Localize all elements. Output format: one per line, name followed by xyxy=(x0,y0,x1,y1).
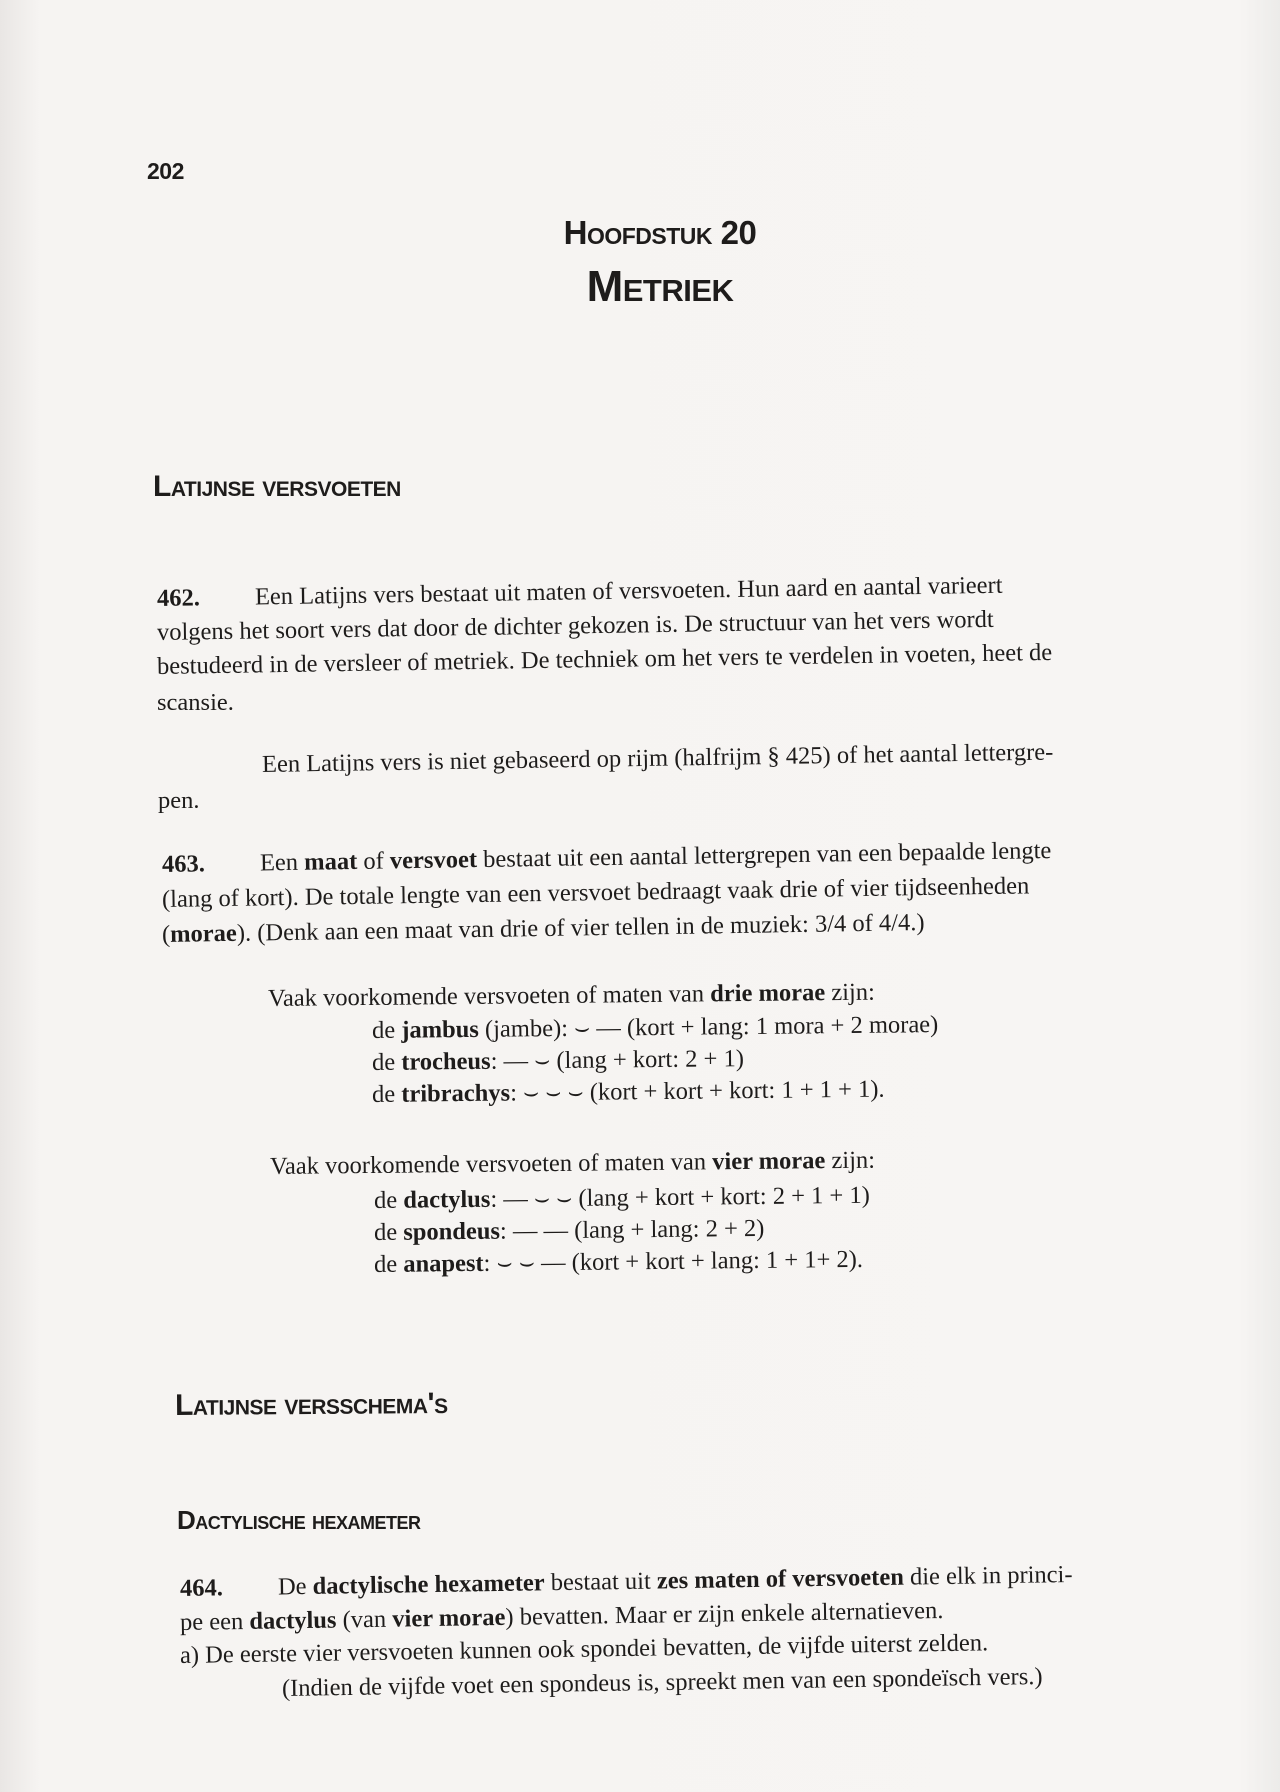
vier-morae-intro: Vaak voorkomende versvoeten of maten van vier morae zijn: xyxy=(269,1146,876,1180)
paragraph-464-line-2: pe een dactylus (van vier morae) bevatten. Maar er zijn enkele alternatieven. xyxy=(179,1597,944,1636)
paragraph-463-line-3: (morae). (Denk aan een maat van drie of vier tellen in de muziek: 3/4 of 4/4.) xyxy=(161,909,925,948)
paragraph-464-line-4: (Indien de vijfde voet een spondeus is, spreekt men van een spondeïsch vers.) xyxy=(281,1663,1043,1702)
chapter-label: Hoofdstuk 20 xyxy=(563,214,757,251)
foot-item-dactylus: de dactylus: — ⌣ ⌣ (lang + kort + kort: 2 + 1 + 1) xyxy=(373,1181,870,1214)
section-heading-versschemas: Latijnse versschema's xyxy=(174,1387,448,1422)
chapter-title: Metriek xyxy=(586,262,734,311)
page-number: 202 xyxy=(147,158,184,184)
paragraph-462-line-1: 462. Een Latijns vers bestaat uit maten of versvoeten. Hun aard en aantal varieert xyxy=(157,569,1003,616)
section-heading-versvoeten: Latijnse versvoeten xyxy=(153,470,401,503)
paragraph-462-line-3: bestudeerd in de versleer of metriek. De techniek om het vers te verdelen in voeten, heet de xyxy=(156,638,1053,680)
foot-item-anapest: de anapest: ⌣ ⌣ — (kort + kort + lang: 1 + 1+ 2). xyxy=(373,1245,864,1278)
paragraph-463-line-2: (lang of kort). De totale lengte van een versvoet bedraagt vaak drie of vier tijdseenheden xyxy=(161,872,1030,913)
paragraph-number: 463. xyxy=(161,850,206,878)
paragraph-464-line-1: 464. De dactylische hexameter bestaat uit zes maten of versvoeten die elk in princi- xyxy=(180,1558,1073,1606)
drie-morae-intro: Vaak voorkomende versvoeten of maten van drie morae zijn: xyxy=(267,978,875,1012)
foot-item-tribrachys: de tribrachys: ⌣ ⌣ ⌣ (kort + kort + kort: 1 + 1 + 1). xyxy=(371,1075,885,1108)
paragraph-462-line-2: volgens het soort vers dat door de dichter gekozen is. De structuur van het vers wordt xyxy=(156,605,994,646)
paragraph-462-line-6: pen. xyxy=(158,787,200,814)
paragraph-number: 464. xyxy=(179,1574,224,1602)
foot-item-spondeus: de spondeus: — — (lang + lang: 2 + 2) xyxy=(373,1214,765,1246)
foot-item-trocheus: de trocheus: — ⌣ (lang + kort: 2 + 1) xyxy=(371,1045,745,1076)
subsection-heading-hexameter: Dactylische hexameter xyxy=(177,1505,421,1535)
paragraph-464-line-3: a) De eerste vier versvoeten kunnen ook spondei bevatten, de vijfde uiterst zelden. xyxy=(179,1629,989,1669)
paragraph-463-line-1: 463. Een maat of versvoet bestaat uit een aantal lettergrepen van een bepaalde lengte xyxy=(162,834,1052,882)
paragraph-462-line-5: Een Latijns vers is niet gebaseerd op rijm (halfrijm § 425) of het aantal lettergre- xyxy=(261,738,1054,778)
paragraph-number: 462. xyxy=(156,584,201,612)
foot-item-jambus: de jambus (jambe): ⌣ — (kort + lang: 1 mora + 2 morae) xyxy=(371,1011,939,1044)
paragraph-462-line-4: scansie. xyxy=(157,689,234,716)
